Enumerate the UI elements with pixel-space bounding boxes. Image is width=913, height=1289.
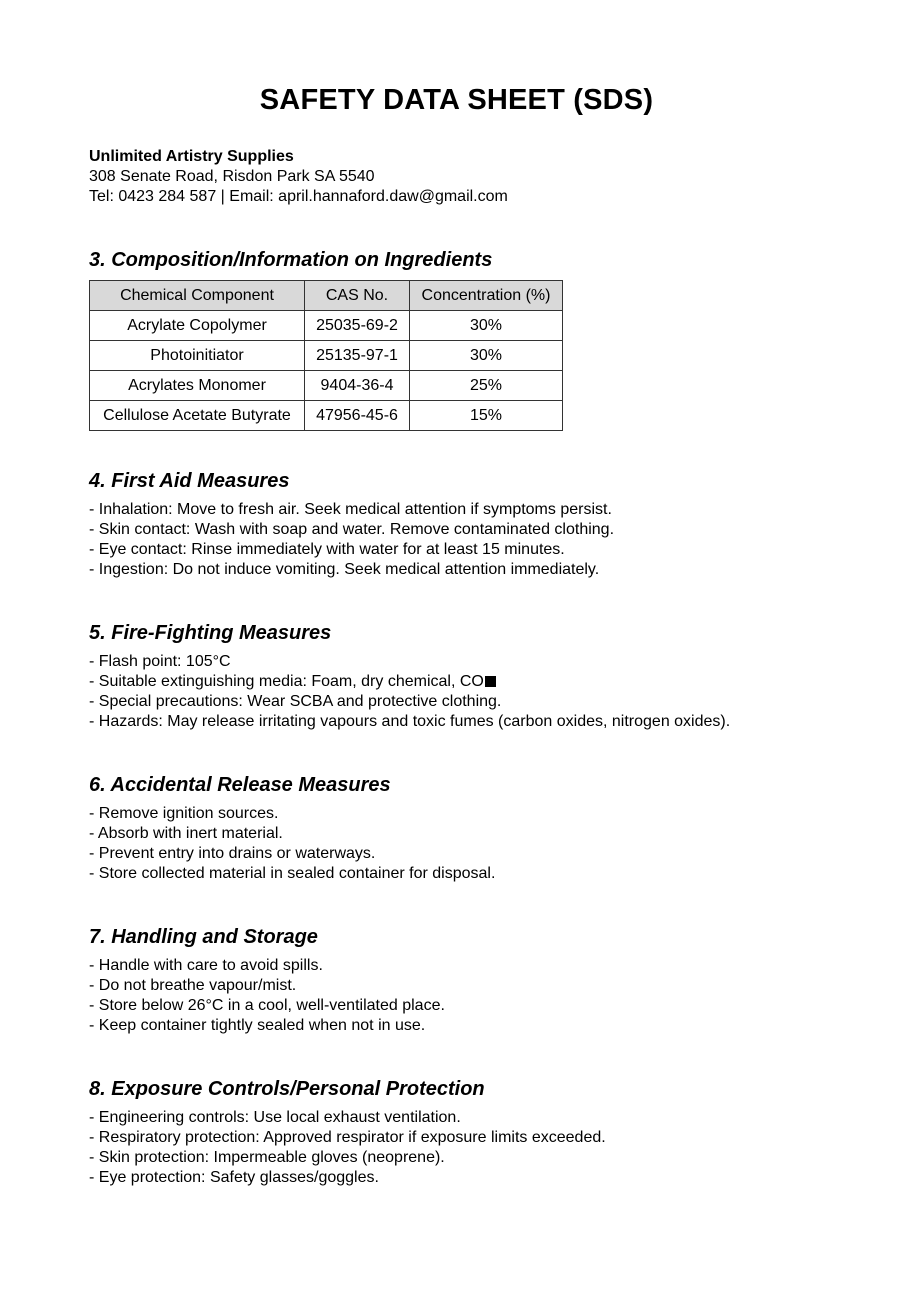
section-exposure-controls [89,1076,606,1188]
list-item: - Inhalation: Move to fresh air. Seek medical attention if symptoms persist. [89,501,612,518]
section-heading: 7. Handling and Storage [89,926,318,948]
table-row [90,311,563,341]
table-header-row [90,281,563,311]
table-row [90,341,563,371]
section-heading: 8. Exposure Controls/Personal Protection [89,1078,485,1100]
column-header-component: Chemical Component [90,281,305,311]
document-title: SAFETY DATA SHEET (SDS) [259,84,654,116]
ingredients-table [89,280,563,431]
list-item: - Remove ignition sources. [89,805,279,822]
list-item: - Handle with care to avoid spills. [89,957,323,974]
bullet-list [89,804,495,884]
list-item: - Eye contact: Rinse immediately with water for at least 15 minutes. [89,541,565,558]
cell-concentration: 30% [410,341,563,371]
list-item: - Flash point: 105°C [89,653,231,670]
cell-cas: 9404-36-4 [305,371,410,401]
list-item: - Eye protection: Safety glasses/goggles. [89,1169,379,1186]
list-item: - Ingestion: Do not induce vomiting. Seek medical attention immediately. [89,561,600,578]
company-contact: Tel: 0423 284 587 | Email: april.hannaford.daw@gmail.com [89,188,508,205]
section-composition [89,247,563,431]
bullet-list [89,956,445,1036]
company-name: Unlimited Artistry Supplies [89,148,294,165]
section-first-aid [89,468,614,580]
list-item: - Special precautions: Wear SCBA and protective clothing. [89,693,502,710]
list-item: - Store collected material in sealed container for disposal. [89,865,496,882]
section-heading: 5. Fire-Fighting Measures [89,622,332,644]
section-handling-storage [89,924,445,1036]
cell-component: Cellulose Acetate Butyrate [90,401,305,431]
list-item: - Engineering controls: Use local exhaust ventilation. [89,1109,461,1126]
section-heading: 4. First Aid Measures [89,470,290,492]
list-item: - Respiratory protection: Approved respirator if exposure limits exceeded. [89,1129,606,1146]
list-item: - Skin protection: Impermeable gloves (neoprene). [89,1149,445,1166]
list-item: - Do not breathe vapour/mist. [89,977,297,994]
column-header-cas: CAS No. [305,281,410,311]
cell-concentration: 30% [410,311,563,341]
section-fire-fighting [89,620,730,732]
missing-glyph-icon [485,676,496,687]
cell-concentration: 25% [410,371,563,401]
cell-concentration: 15% [410,401,563,431]
table-row [90,371,563,401]
bullet-list [89,500,614,580]
company-info [89,147,508,207]
cell-cas: 25135-97-1 [305,341,410,371]
bullet-list [89,652,730,732]
list-item [89,672,730,692]
section-heading: 3. Composition/Information on Ingredients [89,249,493,271]
cell-component: Acrylate Copolymer [90,311,305,341]
list-item: - Store below 26°C in a cool, well-ventilated place. [89,997,445,1014]
column-header-concentration: Concentration (%) [410,281,563,311]
list-item: - Keep container tightly sealed when not in use. [89,1017,426,1034]
list-item-text: - Suitable extinguishing media: Foam, dry chemical, CO [89,673,484,690]
cell-component: Acrylates Monomer [90,371,305,401]
section-accidental-release [89,772,495,884]
bullet-list [89,1108,606,1188]
list-item: - Prevent entry into drains or waterways. [89,845,376,862]
cell-cas: 47956-45-6 [305,401,410,431]
table-row [90,401,563,431]
section-heading: 6. Accidental Release Measures [89,774,391,796]
cell-cas: 25035-69-2 [305,311,410,341]
list-item: - Hazards: May release irritating vapours and toxic fumes (carbon oxides, nitrogen oxides). [89,713,731,730]
list-item: - Skin contact: Wash with soap and water. Remove contaminated clothing. [89,521,615,538]
list-item: - Absorb with inert material. [89,825,283,842]
cell-component: Photoinitiator [90,341,305,371]
company-address: 308 Senate Road, Risdon Park SA 5540 [89,168,375,185]
